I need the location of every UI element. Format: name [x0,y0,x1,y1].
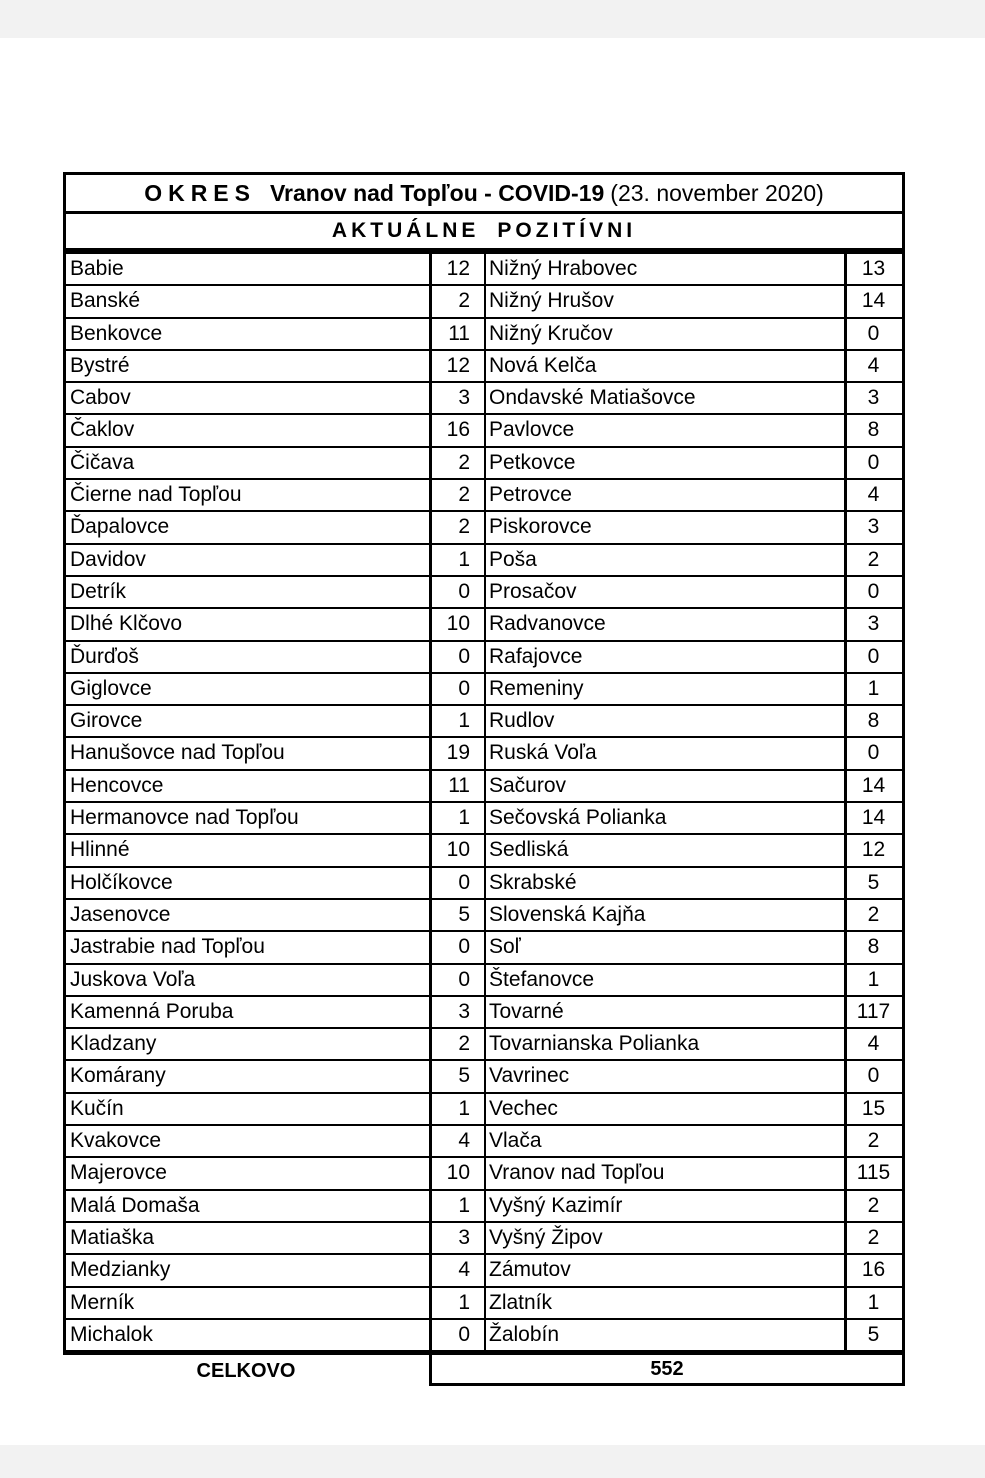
municipality-name: Cabov [66,383,432,413]
municipality-name: Kučín [66,1094,432,1124]
municipality-name: Petkovce [486,448,847,478]
municipality-name: Dlhé Klčovo [66,609,432,639]
municipality-name: Sečovská Polianka [486,803,847,833]
municipality-name: Hlinné [66,835,432,865]
table-row [66,512,902,544]
positive-count: 1 [867,1290,880,1314]
positive-count: 3 [432,997,486,1027]
positive-count: 14 [861,773,886,797]
municipality-name: Zlatník [486,1288,847,1318]
municipality-name: Žalobín [486,1320,847,1350]
positive-count: 4 [867,353,880,377]
table-row [66,1191,902,1223]
table-row [66,1094,902,1126]
positive-count: 8 [867,418,880,442]
table-row [66,383,902,415]
positive-count: 2 [867,902,880,926]
municipality-name: Hermanovce nad Topľou [66,803,432,833]
positive-count: 2 [432,448,486,478]
positive-count: 8 [867,935,880,959]
positive-count: 1 [432,1094,486,1124]
positive-count: 3 [867,612,880,636]
municipality-name: Kladzany [66,1029,432,1059]
positive-count: 10 [432,835,486,865]
table-row [66,932,902,964]
table-row [66,480,902,512]
positive-count: 2 [432,512,486,542]
positive-count: 115 [856,1161,891,1185]
municipality-name: Medzianky [66,1255,432,1285]
positive-count: 1 [432,1288,486,1318]
municipality-name: Jastrabie nad Topľou [66,932,432,962]
table-row [66,1320,902,1352]
positive-count: 8 [867,709,880,733]
positive-count: 11 [432,319,486,349]
positive-count: 16 [861,1258,886,1282]
positive-count: 0 [867,644,880,668]
positive-count: 0 [867,1064,880,1088]
table-row [66,674,902,706]
table-row [66,1029,902,1061]
municipality-name: Piskorovce [486,512,847,542]
municipality-name: Čaklov [66,415,432,445]
positive-count: 10 [432,1158,486,1188]
municipality-name: Giglovce [66,674,432,704]
positive-count: 12 [432,254,486,284]
table-row [66,642,902,674]
municipality-name: Ďurďoš [66,642,432,672]
positive-count: 14 [861,289,886,313]
positive-count: 0 [867,741,880,765]
table-row [66,1255,902,1287]
positive-count: 2 [432,286,486,316]
covid-table [63,172,905,1386]
positive-count: 4 [432,1255,486,1285]
municipality-name: Pavlovce [486,415,847,445]
table-row [66,1158,902,1190]
municipality-name: Petrovce [486,480,847,510]
positive-count: 3 [432,383,486,413]
title-okres: OKRES [144,179,256,206]
positive-count: 2 [867,1193,880,1217]
positive-count: 2 [867,1129,880,1153]
table-row [66,1061,902,1093]
municipality-name: Matiaška [66,1223,432,1253]
positive-count: 0 [867,579,880,603]
subtitle-row [66,214,902,251]
positive-count: 1 [432,706,486,736]
municipality-name: Merník [66,1288,432,1318]
positive-count: 5 [867,870,880,894]
table-row [66,965,902,997]
positive-count: 14 [861,806,886,830]
municipality-name: Soľ [486,932,847,962]
positive-count: 1 [432,545,486,575]
municipality-name: Vyšný Kazimír [486,1191,847,1221]
municipality-name: Tovarnianska Polianka [486,1029,847,1059]
municipality-name: Skrabské [486,868,847,898]
table-row [66,868,902,900]
table-row [66,803,902,835]
municipality-name: Ondavské Matiašovce [486,383,847,413]
municipality-name: Čierne nad Topľou [66,480,432,510]
municipality-name: Jasenovce [66,900,432,930]
positive-count: 13 [861,257,886,280]
positive-count: 1 [867,676,880,700]
table-row [66,706,902,738]
positive-count: 2 [432,1029,486,1059]
table-row [66,1126,902,1158]
positive-count: 4 [867,483,880,507]
municipality-name: Kamenná Poruba [66,997,432,1027]
positive-count: 117 [856,999,891,1023]
positive-count: 10 [432,609,486,639]
positive-count: 4 [867,1032,880,1056]
municipality-name: Radvanovce [486,609,847,639]
municipality-name: Davidov [66,545,432,575]
municipality-name: Nižný Kručov [486,319,847,349]
table-row [66,738,902,770]
title-row [66,175,902,214]
table-row [66,286,902,318]
municipality-name: Vranov nad Topľou [486,1158,847,1188]
municipality-name: Holčíkovce [66,868,432,898]
table-row [66,448,902,480]
total-row [63,1352,905,1386]
positive-count: 0 [432,577,486,607]
municipality-name: Ruská Voľa [486,738,847,768]
positive-count: 5 [432,1061,486,1091]
municipality-name: Ďapalovce [66,512,432,542]
municipality-name: Nová Kelča [486,351,847,381]
positive-count: 5 [432,900,486,930]
municipality-name: Vlača [486,1126,847,1156]
municipality-name: Banské [66,286,432,316]
municipality-name: Vyšný Žipov [486,1223,847,1253]
positive-count: 4 [432,1126,486,1156]
municipality-name: Nižný Hrabovec [486,254,847,284]
positive-count: 2 [432,480,486,510]
positive-count: 19 [432,738,486,768]
municipality-name: Sedliská [486,835,847,865]
document-page [0,38,985,1445]
municipality-name: Vavrinec [486,1061,847,1091]
table-header [63,172,905,254]
table-row [66,319,902,351]
table-row [66,577,902,609]
municipality-name: Poša [486,545,847,575]
positive-count: 0 [432,642,486,672]
positive-count: 12 [432,351,486,381]
table-row [66,545,902,577]
table-row [66,835,902,867]
table-row [66,609,902,641]
positive-count: 3 [867,515,880,539]
positive-count: 16 [432,415,486,445]
municipality-name: Nižný Hrušov [486,286,847,316]
municipality-name: Rudlov [486,706,847,736]
positive-count: 0 [432,965,486,995]
municipality-name: Kvakovce [66,1126,432,1156]
positive-count: 0 [432,1320,486,1350]
municipality-name: Hencovce [66,771,432,801]
subtitle-pozitivni: POZITÍVNI [497,219,637,242]
municipality-name: Majerovce [66,1158,432,1188]
municipality-name: Detrík [66,577,432,607]
table-row [66,254,902,286]
positive-count: 2 [867,1225,880,1249]
municipality-name: Hanušovce nad Topľou [66,738,432,768]
positive-count: 0 [432,868,486,898]
positive-count: 1 [432,803,486,833]
positive-count: 0 [867,321,880,345]
title-district: Vranov nad Topľou - COVID-19 [269,179,605,206]
positive-count: 3 [432,1223,486,1253]
positive-count: 5 [867,1322,880,1346]
municipality-name: Michalok [66,1320,432,1350]
municipality-name: Girovce [66,706,432,736]
positive-count: 2 [867,547,880,571]
positive-count: 15 [861,1096,886,1120]
positive-count: 12 [861,838,886,862]
total-label: CELKOVO [63,1352,429,1386]
municipality-name: Vechec [486,1094,847,1124]
table-row [66,997,902,1029]
municipality-name: Čičava [66,448,432,478]
table-row [66,351,902,383]
municipality-name: Babie [66,254,432,284]
positive-count: 1 [432,1191,486,1221]
municipality-name: Tovarné [486,997,847,1027]
municipality-name: Malá Domaša [66,1191,432,1221]
municipality-name: Sačurov [486,771,847,801]
municipality-name: Benkovce [66,319,432,349]
title-date: (23. november 2020) [610,179,824,206]
municipality-name: Komárany [66,1061,432,1091]
table-row [66,771,902,803]
positive-count: 0 [867,450,880,474]
positive-count: 1 [867,967,880,991]
municipality-name: Slovenská Kajňa [486,900,847,930]
positive-count: 3 [867,386,880,410]
municipality-name: Štefanovce [486,965,847,995]
municipality-name: Zámutov [486,1255,847,1285]
table-row [66,415,902,447]
table-row [66,900,902,932]
table-body [63,254,905,1352]
positive-count: 11 [432,771,486,801]
municipality-name: Rafajovce [486,642,847,672]
municipality-name: Juskova Voľa [66,965,432,995]
total-value: 552 [429,1352,905,1386]
municipality-name: Bystré [66,351,432,381]
subtitle-aktualne: AKTUÁLNE [331,219,480,242]
positive-count: 0 [432,932,486,962]
table-row [66,1223,902,1255]
municipality-name: Remeniny [486,674,847,704]
municipality-name: Prosačov [486,577,847,607]
table-row [66,1288,902,1320]
positive-count: 0 [432,674,486,704]
